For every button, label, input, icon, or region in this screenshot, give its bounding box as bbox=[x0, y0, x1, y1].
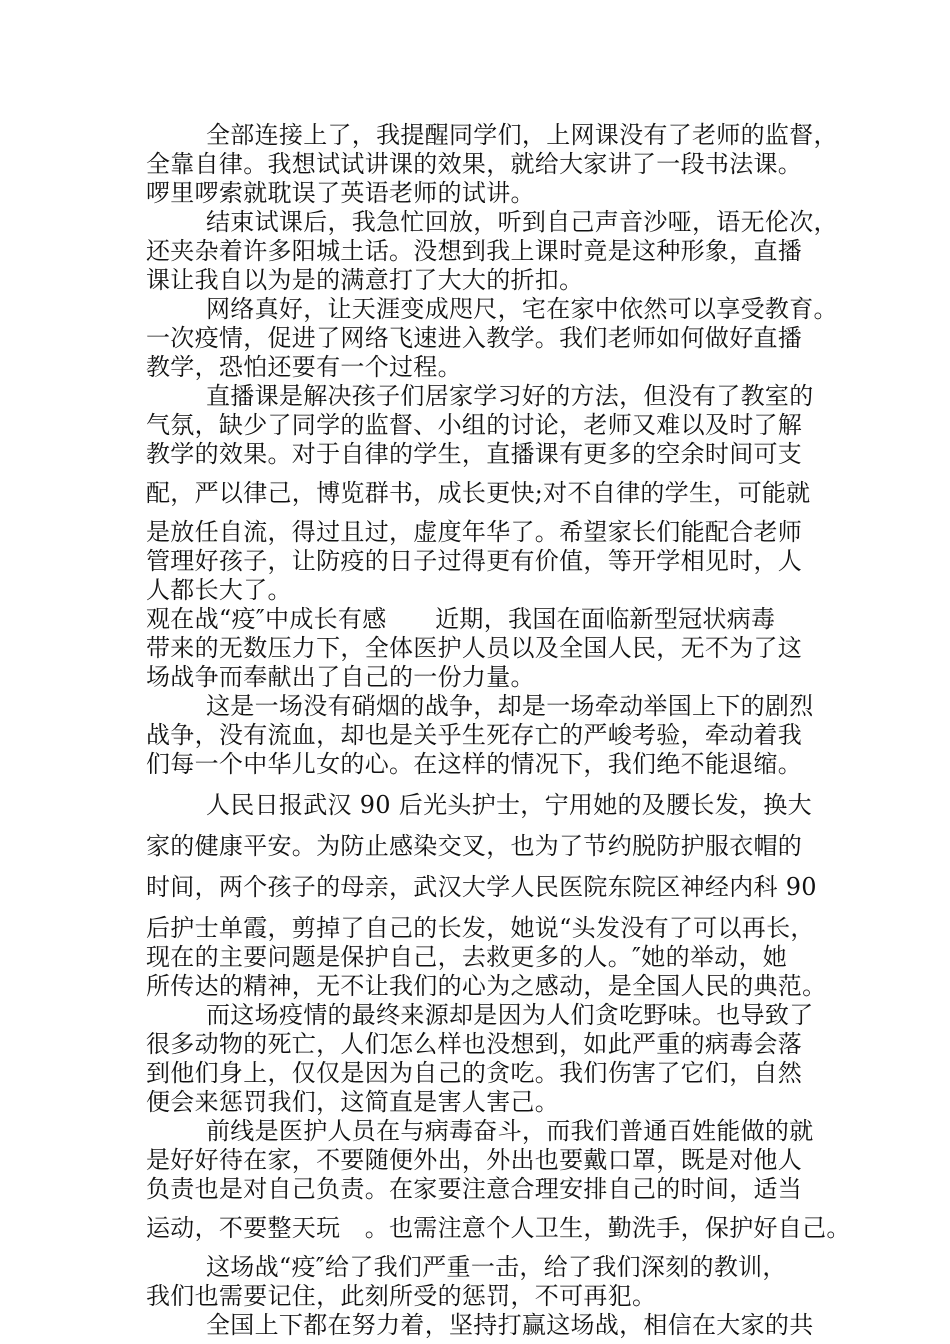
text-line: 管理好孩子，让防疫的日子过得更有价值，等开学相见时，人 bbox=[146, 547, 803, 575]
text-line: 这是一场没有硝烟的战争，却是一场牵动举国上下的剧烈 bbox=[206, 692, 814, 720]
text-line: 我们也需要记住，此刻所受的惩罚，不可再犯。 bbox=[146, 1282, 657, 1310]
text-line: 人都长大了。 bbox=[146, 576, 292, 604]
text-line: 带来的无数压力下，全体医护人员以及全国人民，无不为了这 bbox=[146, 634, 803, 662]
text-line: 现在的主要问题是保护自己，去救更多的人。″她的举动，她 bbox=[146, 943, 788, 971]
text-line: 很多动物的死亡，人们怎么样也没想到，如此严重的病毒会落 bbox=[146, 1030, 803, 1058]
text-line: 直播课是解决孩子们居家学习好的方法，但没有了教室的 bbox=[206, 382, 814, 410]
text-line: 还夹杂着许多阳城土话。没想到我上课时竟是这种形象，直播 bbox=[146, 237, 803, 265]
text-line: 教学，恐怕还要有一个过程。 bbox=[146, 353, 462, 381]
text-line: 网络真好，让天涯变成咫尺，宅在家中依然可以享受教育。 bbox=[206, 295, 838, 323]
text-line: 全部连接上了，我提醒同学们，上网课没有了老师的监督， bbox=[206, 121, 838, 149]
text-line: 所传达的精神，无不让我们的心为之感动，是全国人民的典范。 bbox=[146, 972, 827, 1000]
text-line: 教学的效果。对于自律的学生，直播课有更多的空余时间可支 bbox=[146, 440, 803, 468]
text-line: 家的健康平安。为防止感染交叉，也为了节约脱防护服衣帽的 bbox=[146, 832, 803, 860]
text-line: 观在战“疫″中成长有感 近期，我国在面临新型冠状病毒 bbox=[146, 605, 776, 633]
text-line: 负责也是对自己负责。在家要注意合理安排自己的时间，适当 bbox=[146, 1175, 803, 1203]
text-line: 啰里啰索就耽误了英语老师的试讲。 bbox=[146, 179, 535, 207]
text-line: 是放任自流，得过且过，虚度年华了。希望家长们能配合老师 bbox=[146, 518, 803, 546]
text-line: 气氛，缺少了同学的监督、小组的讨论，老师又难以及时了解 bbox=[146, 411, 803, 439]
text-line: 一次疫情，促进了网络飞速进入教学。我们老师如何做好直播 bbox=[146, 324, 803, 352]
text-line: 全国上下都在努力着，坚持打赢这场战，相信在大家的共 bbox=[206, 1311, 814, 1339]
text-line: 课让我自以为是的满意打了大大的折扣。 bbox=[146, 266, 584, 294]
text-line: 运动，不要整天玩 。也需注意个人卫生，勤洗手，保护好自己。 bbox=[146, 1214, 851, 1242]
text-line: 配，严以律己，博览群书，成长更快;对不自律的学生，可能就 bbox=[146, 479, 811, 507]
text-line: 是好好待在家，不要随便外出，外出也要戴口罩，既是对他人 bbox=[146, 1146, 803, 1174]
text-line: 战争，没有流血，却也是关乎生死存亡的严峻考验，牵动着我 bbox=[146, 721, 803, 749]
text-line: 场战争而奉献出了自己的一份力量。 bbox=[146, 663, 535, 691]
text-line: 便会来惩罚我们，这简直是害人害己。 bbox=[146, 1088, 560, 1116]
text-line: 后护士单霞，剪掉了自己的长发，她说“头发没有了可以再长， bbox=[146, 914, 815, 942]
text-line: 到他们身上，仅仅是因为自己的贪吃。我们伤害了它们，自然 bbox=[146, 1059, 803, 1087]
text-line: 们每一个中华儿女的心。在这样的情况下，我们绝不能退缩。 bbox=[146, 750, 803, 778]
text-line: 而这场疫情的最终来源却是因为人们贪吃野味。也导致了 bbox=[206, 1001, 814, 1029]
text-line: 时间，两个孩子的母亲，武汉大学人民医院东院区神经内科 90 bbox=[146, 873, 817, 901]
text-line: 这场战“疫″给了我们严重一击，给了我们深刻的教训， bbox=[206, 1253, 787, 1281]
text-line: 前线是医护人员在与病毒奋斗，而我们普通百姓能做的就 bbox=[206, 1117, 814, 1145]
text-line: 结束试课后，我急忙回放，听到自己声音沙哑，语无伦次， bbox=[206, 208, 838, 236]
text-line: 人民日报武汉 90 后光头护士，宁用她的及腰长发，换大 bbox=[206, 791, 812, 819]
text-line: 全靠自律。我想试试讲课的效果，就给大家讲了一段书法课。 bbox=[146, 150, 803, 178]
